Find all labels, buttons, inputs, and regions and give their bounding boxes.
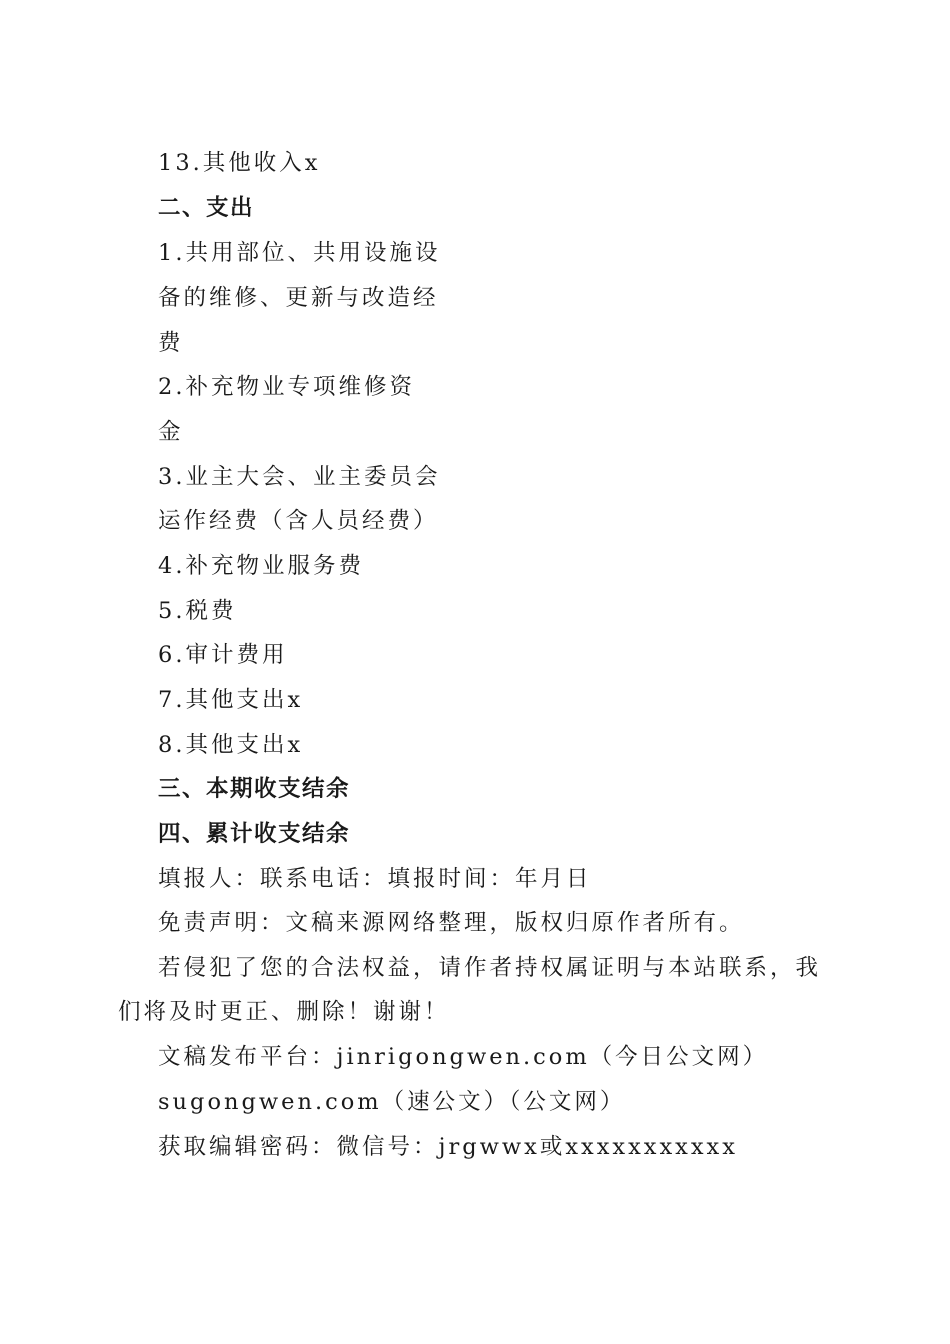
item-3-line-2: 运作经费（含人员经费）: [158, 508, 439, 534]
section-heading-expenditure: 二、支出: [158, 195, 255, 221]
item-8: 8.其他支出x: [158, 732, 304, 758]
item-1-line-3: 费: [158, 330, 184, 356]
item-1-line-2: 备的维修、更新与改造经: [158, 285, 439, 311]
item-other-income-13: 13.其他收入x: [158, 150, 321, 176]
section-heading-cumulative-balance: 四、累计收支结余: [158, 821, 351, 847]
publish-platform-line-2: sugongwen.com（速公文）（公文网）: [158, 1089, 626, 1115]
item-4: 4.补充物业服务费: [158, 553, 364, 579]
item-5: 5.税费: [158, 598, 237, 624]
item-2-line-2: 金: [158, 419, 184, 445]
infringement-notice-line-2: 们将及时更正、删除！谢谢！: [118, 999, 450, 1025]
publish-platform-line: 文稿发布平台：jinrigongwen.com（今日公文网）: [158, 1044, 769, 1070]
item-6: 6.审计费用: [158, 642, 288, 668]
item-7: 7.其他支出x: [158, 687, 304, 713]
infringement-notice-line-1: 若侵犯了您的合法权益，请作者持权属证明与本站联系，我: [158, 955, 822, 981]
reporter-line: 填报人：联系电话：填报时间：年月日: [158, 866, 592, 892]
item-3-line-1: 3.业主大会、业主委员会: [158, 464, 441, 490]
section-heading-period-balance: 三、本期收支结余: [158, 776, 351, 802]
edit-password-line: 获取编辑密码：微信号：jrgwwx或xxxxxxxxxxx: [158, 1134, 738, 1160]
item-2-line-1: 2.补充物业专项维修资: [158, 374, 415, 400]
item-1-line-1: 1.共用部位、共用设施设: [158, 240, 441, 266]
disclaimer-line: 免责声明：文稿来源网络整理，版权归原作者所有。: [158, 910, 745, 936]
